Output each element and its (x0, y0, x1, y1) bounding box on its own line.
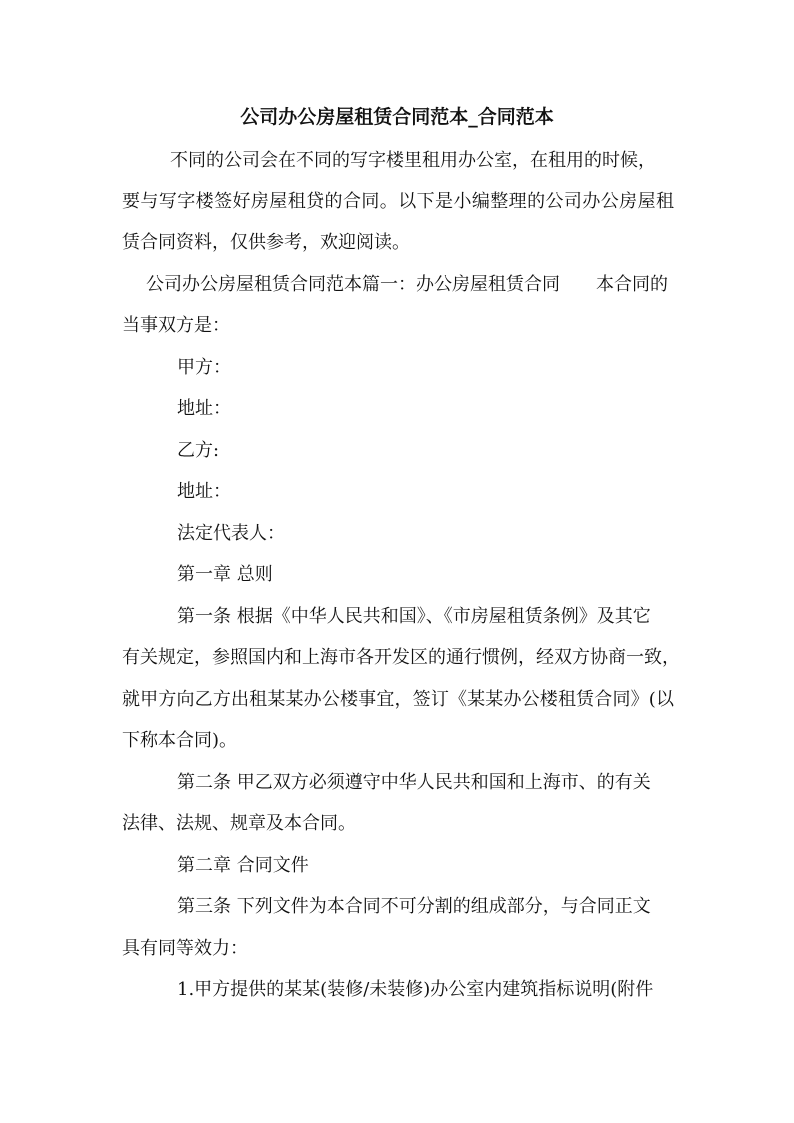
document-title: 公司办公房屋租赁合同范本_合同范本 (240, 106, 554, 128)
party-a-address-label: 地址： (177, 398, 231, 419)
article-1-line-1: 第一条 根据《中华人民共和国》、《市房屋租赁条例》及其它 (177, 606, 651, 627)
intro-line-2: 要与写字楼签好房屋租贷的合同。以下是小编整理的公司办公房屋租 (122, 191, 674, 212)
article-1-line-4: 下称本合同)。 (122, 730, 238, 751)
list-item-1: 1.甲方提供的某某(装修/未装修)办公室内建筑指标说明(附件 (177, 979, 654, 1000)
article-2-line-2: 法律、法规、规章及本合同。 (122, 813, 356, 834)
intro-line-3: 赁合同资料，仅供参考，欢迎阅读。 (122, 232, 410, 253)
party-b-label: 乙方: (177, 440, 220, 461)
party-b-address-label: 地址： (177, 481, 231, 502)
section-heading-line-2: 当事双方是： (122, 315, 230, 336)
intro-line-1: 不同的公司会在不同的写字楼里租用办公室，在租用的时候， (170, 150, 656, 171)
article-2-line-1: 第二条 甲乙双方必须遵守中华人民共和国和上海市、的有关 (177, 772, 651, 793)
legal-representative-label: 法定代表人： (177, 523, 285, 544)
section-heading-line-1: 公司办公房屋租赁合同范本篇一：办公房屋租赁合同 本合同的 (146, 274, 668, 295)
party-a-label: 甲方： (177, 357, 231, 378)
chapter-2-heading: 第二章 合同文件 (177, 855, 309, 876)
article-1-line-2: 有关规定，参照国内和上海市各开发区的通行惯例，经双方协商一致， (122, 647, 680, 668)
chapter-1-heading: 第一章 总则 (177, 564, 273, 585)
article-3-line-1: 第三条 下列文件为本合同不可分割的组成部分，与合同正文 (177, 896, 651, 917)
article-3-line-2: 具有同等效力： (122, 938, 248, 959)
article-1-line-3: 就甲方向乙方出租某某办公楼事宜，签订《某某办公楼租赁合同》(以 (122, 689, 674, 710)
